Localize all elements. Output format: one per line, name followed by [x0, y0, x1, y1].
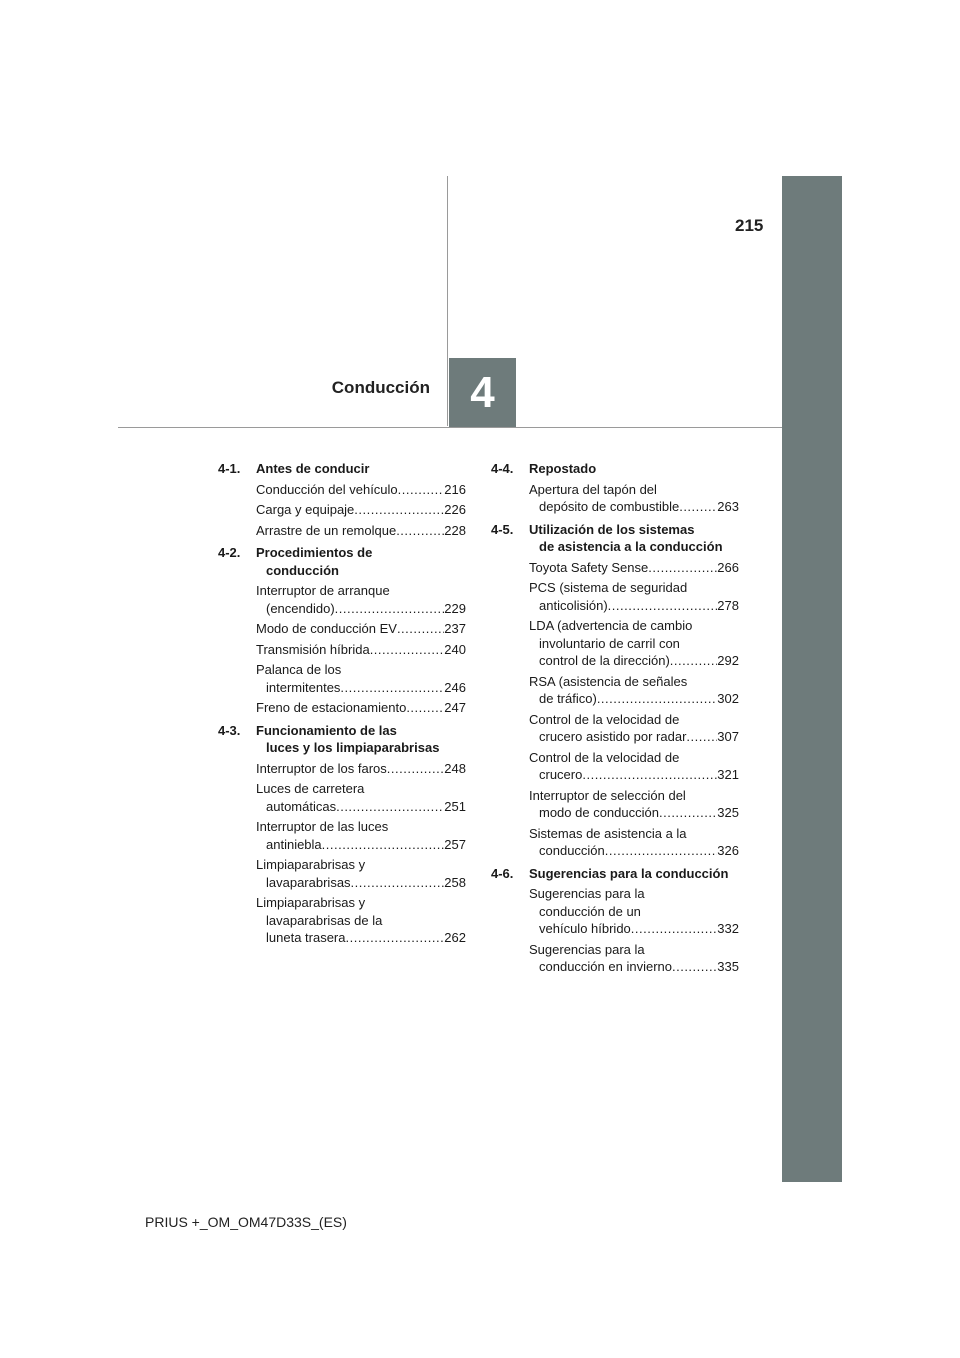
entry-page-number: 262: [444, 930, 466, 945]
entry-text-line: vehículo híbrido: [539, 921, 631, 936]
entry-page-number: 251: [444, 798, 466, 814]
entry-text-line: LDA (advertencia de cambio: [529, 618, 693, 633]
entry-text-line: Sugerencias para la: [529, 886, 645, 901]
toc-entry[interactable]: [529, 559, 739, 577]
section-heading: [491, 865, 739, 883]
section-title: [529, 865, 739, 883]
leader-dots: [659, 804, 717, 822]
entry-text-line: Limpiaparabrisas y: [256, 857, 366, 872]
entry-page-number: 263: [717, 499, 739, 514]
entry-text-line: lavaparabrisas de la: [266, 912, 383, 928]
entry-last-line: [256, 501, 466, 519]
section-title-line: Sugerencias para la conducción: [529, 865, 729, 881]
leader-dots: [351, 874, 445, 892]
entry-text-line: Freno de estacionamiento: [256, 700, 407, 715]
leader-dots: [340, 679, 444, 697]
entry-text-line: control de la dirección): [539, 653, 670, 668]
leader-dots: [672, 958, 717, 976]
entry-page-number: 247: [444, 700, 466, 715]
horizontal-divider: [118, 427, 782, 428]
toc-section: [218, 544, 466, 717]
entry-last-line: [529, 652, 739, 670]
section-title: [256, 544, 466, 579]
entry-page-number: 248: [444, 760, 466, 776]
entry-text-line: modo de conducción: [539, 805, 659, 820]
section-heading: [218, 722, 466, 757]
entry-text-line: Interruptor de arranque: [256, 583, 390, 598]
entry-text-line: Sugerencias para la: [529, 941, 645, 957]
entry-text-line: Interruptor de los faros: [256, 760, 387, 776]
section-title-line: Antes de conducir: [256, 461, 370, 476]
entry-last-line: [256, 699, 466, 717]
entry-text-line: automáticas: [266, 798, 337, 814]
toc-entry[interactable]: [529, 481, 739, 516]
toc-entry[interactable]: [256, 856, 466, 891]
toc-section: [218, 722, 466, 947]
leader-dots: [406, 699, 444, 717]
toc-entry[interactable]: [256, 818, 466, 853]
toc-entry[interactable]: [529, 749, 739, 784]
entry-text-line: de tráfico): [539, 691, 597, 706]
entry-text-line: anticolisión): [539, 597, 608, 613]
toc-entry[interactable]: [529, 579, 739, 614]
entry-page-number: 332: [717, 921, 739, 936]
entry-text-line: conducción en invierno: [539, 959, 672, 974]
leader-dots: [346, 929, 445, 947]
entry-last-line: [529, 498, 739, 516]
section-title: [256, 722, 466, 757]
leader-dots: [686, 728, 717, 746]
section-number: 4-2.: [218, 545, 241, 560]
toc-entry[interactable]: [256, 501, 466, 519]
entry-text-line: conducción de un: [539, 903, 641, 919]
section-number: 4-3.: [218, 722, 241, 738]
entry-last-line: [529, 958, 739, 976]
toc-entry[interactable]: [256, 661, 466, 696]
leader-dots: [608, 597, 718, 615]
entry-last-line: [256, 929, 466, 947]
leader-dots: [354, 501, 444, 519]
leader-dots: [605, 842, 718, 860]
leader-dots: [336, 798, 444, 816]
entry-page-number: 229: [444, 600, 466, 616]
entry-text-line: Palanca de los: [256, 662, 342, 677]
entry-page-number: 278: [717, 597, 739, 613]
section-heading: [491, 521, 739, 556]
leader-dots: [670, 652, 718, 670]
entry-page-number: 266: [717, 559, 739, 575]
leader-dots: [387, 760, 445, 778]
entry-page-number: 321: [717, 767, 739, 782]
toc-entry[interactable]: [256, 641, 466, 659]
footer-document-code: PRIUS +_OM_OM47D33S_(ES): [145, 1214, 347, 1230]
section-number: 4-6.: [491, 865, 514, 881]
section-title-line: de asistencia a la conducción: [539, 539, 723, 554]
toc-entry[interactable]: [256, 760, 466, 778]
entry-page-number: 307: [717, 729, 739, 744]
entry-last-line: [529, 842, 739, 860]
toc-section: [491, 460, 739, 516]
toc-entry[interactable]: [256, 894, 466, 947]
section-number: 4-5.: [491, 521, 514, 537]
entry-text-line: Interruptor de selección del: [529, 787, 686, 803]
entry-last-line: [529, 804, 739, 822]
entry-text-line: antiniebla: [266, 836, 322, 852]
entry-page-number: 258: [444, 874, 466, 890]
leader-dots: [370, 641, 445, 659]
entry-text-line: PCS (sistema de seguridad: [529, 580, 688, 595]
toc-entry[interactable]: [256, 481, 466, 499]
entry-text-line: Sistemas de asistencia a la: [529, 825, 687, 841]
toc-left-column: [218, 460, 466, 952]
section-title-line: Funcionamiento de las: [256, 722, 397, 738]
entry-last-line: [529, 728, 739, 746]
entry-last-line: [256, 874, 466, 892]
leader-dots: [582, 766, 717, 784]
section-title-line: Repostado: [529, 461, 597, 476]
toc-entry[interactable]: [256, 780, 466, 815]
entry-page-number: 216: [444, 481, 466, 497]
leader-dots: [648, 559, 717, 577]
section-heading: [491, 460, 739, 478]
entry-last-line: [256, 481, 466, 499]
leader-dots: [335, 600, 445, 618]
entry-text-line: crucero: [539, 767, 583, 782]
entry-text-line: Apertura del tapón del: [529, 481, 657, 497]
entry-text-line: luneta trasera: [266, 930, 346, 945]
entry-last-line: [529, 920, 739, 938]
section-title-line: Procedimientos de: [256, 545, 373, 560]
entry-text-line: intermitentes: [266, 679, 341, 695]
entry-last-line: [529, 559, 739, 577]
leader-dots: [396, 522, 444, 540]
entry-text-line: Conducción del vehículo: [256, 481, 398, 497]
entry-page-number: 246: [444, 679, 466, 695]
leader-dots: [322, 836, 445, 854]
entry-text-line: Toyota Safety Sense: [529, 559, 649, 575]
entry-page-number: 257: [444, 836, 466, 852]
entry-text-line: Control de la velocidad de: [529, 749, 680, 765]
toc-entry[interactable]: [256, 699, 466, 717]
toc-entry[interactable]: [256, 620, 466, 638]
entry-last-line: [256, 760, 466, 778]
section-title: [529, 460, 739, 478]
leader-dots: [397, 620, 444, 638]
toc-section: [491, 865, 739, 976]
leader-dots: [597, 690, 717, 708]
vertical-divider: [447, 176, 448, 426]
entry-page-number: 326: [717, 843, 739, 858]
entry-page-number: 226: [444, 502, 466, 517]
toc-entry[interactable]: [529, 825, 739, 860]
toc-entry[interactable]: [529, 885, 739, 938]
section-number: 4-4.: [491, 461, 514, 476]
chapter-title: Conducción: [331, 378, 430, 397]
section-title-line: conducción: [266, 562, 339, 578]
leader-dots: [631, 920, 718, 938]
section-heading: [218, 460, 466, 478]
entry-last-line: [256, 836, 466, 854]
entry-text-line: Luces de carretera: [256, 781, 365, 796]
entry-page-number: 302: [717, 691, 739, 706]
entry-last-line: [529, 766, 739, 784]
page-number: 215: [735, 216, 764, 235]
toc-section: [218, 460, 466, 539]
entry-last-line: [256, 798, 466, 816]
entry-last-line: [256, 600, 466, 618]
chapter-side-tab: [782, 176, 842, 1182]
entry-text-line: Control de la velocidad de: [529, 711, 680, 727]
toc-entry[interactable]: [529, 617, 739, 670]
entry-text-line: Interruptor de las luces: [256, 819, 389, 834]
entry-text-line: lavaparabrisas: [266, 874, 351, 890]
entry-text-line: conducción: [539, 843, 605, 858]
chapter-number-box: 4: [449, 358, 516, 427]
toc-entry[interactable]: [529, 711, 739, 746]
toc-right-column: [491, 460, 739, 981]
entry-last-line: [256, 641, 466, 659]
toc-entry[interactable]: [529, 941, 739, 976]
entry-text-line: Transmisión híbrida: [256, 641, 370, 657]
entry-page-number: 325: [717, 805, 739, 820]
toc-entry[interactable]: [256, 522, 466, 540]
entry-page-number: 228: [444, 522, 466, 538]
entry-text-line: Limpiaparabrisas y: [256, 895, 366, 910]
entry-text-line: Arrastre de un remolque: [256, 522, 397, 538]
entry-text-line: involuntario de carril con: [539, 635, 680, 651]
entry-last-line: [256, 679, 466, 697]
entry-page-number: 240: [444, 641, 466, 657]
entry-last-line: [256, 620, 466, 638]
toc-entry[interactable]: [529, 787, 739, 822]
section-title: [529, 521, 739, 556]
toc-section: [491, 521, 739, 860]
section-title-line: luces y los limpiaparabrisas: [266, 740, 440, 755]
entry-text-line: Carga y equipaje: [256, 502, 355, 517]
section-number: 4-1.: [218, 461, 241, 476]
entry-last-line: [529, 597, 739, 615]
toc-entry[interactable]: [529, 673, 739, 708]
entry-text-line: (encendido): [266, 600, 335, 616]
leader-dots: [398, 481, 445, 499]
entry-last-line: [529, 690, 739, 708]
entry-page-number: 292: [717, 653, 739, 668]
entry-page-number: 335: [717, 959, 739, 974]
entry-text-line: RSA (asistencia de señales: [529, 673, 688, 689]
entry-last-line: [256, 522, 466, 540]
toc-entry[interactable]: [256, 582, 466, 617]
entry-text-line: crucero asistido por radar: [539, 729, 687, 744]
section-title-line: Utilización de los sistemas: [529, 521, 695, 537]
entry-text-line: depósito de combustible: [539, 499, 680, 514]
section-title: [256, 460, 466, 478]
leader-dots: [679, 498, 717, 516]
entry-page-number: 237: [444, 621, 466, 636]
entry-text-line: Modo de conducción EV: [256, 621, 397, 636]
section-heading: [218, 544, 466, 579]
